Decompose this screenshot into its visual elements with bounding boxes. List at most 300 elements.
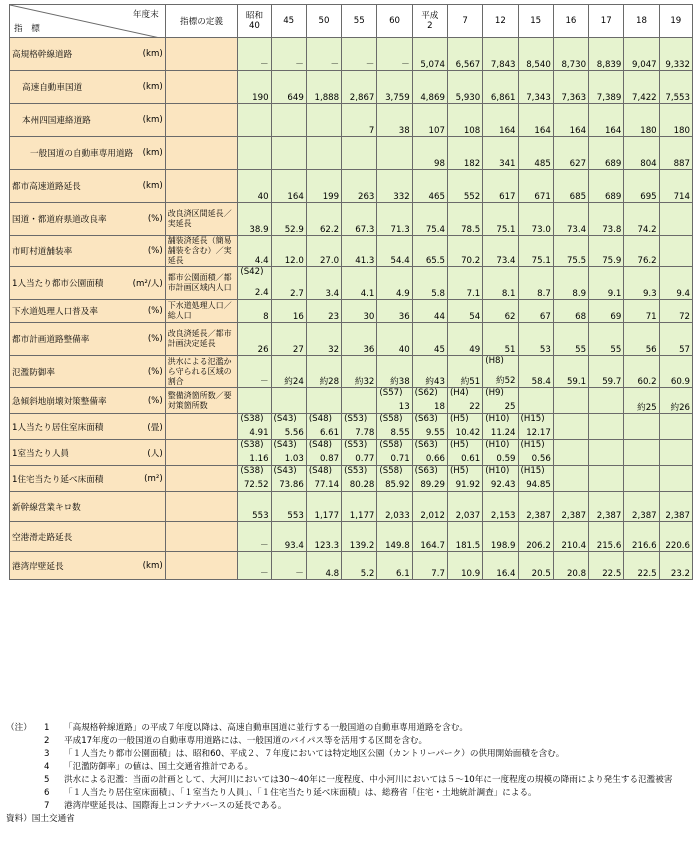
- definition-cell: [165, 104, 238, 137]
- definition-cell: 改良済区間延長／実延長: [165, 203, 238, 236]
- value-cell: 20.8: [553, 552, 588, 580]
- indicator-cell: [10, 267, 166, 300]
- value-cell: 41.3: [342, 236, 377, 267]
- value-cell: 62: [483, 300, 518, 323]
- definition-cell: [165, 552, 238, 580]
- definition-cell: 改良済延長／都市計画決定延長: [165, 323, 238, 356]
- definition-cell: [165, 38, 238, 71]
- value-cell: [238, 388, 271, 414]
- value-cell: 36: [342, 323, 377, 356]
- value-cell: (H9) 25: [483, 388, 518, 414]
- value-cell: 7: [342, 104, 377, 137]
- indicator-name: 都市計画道路整備率: [12, 335, 90, 345]
- year-header: 60: [377, 5, 412, 38]
- value-cell: 4,869: [412, 71, 447, 104]
- value-cell: (H15) 0.56: [518, 440, 553, 466]
- indicator-unit: (km): [142, 560, 163, 571]
- value-cell: 72: [659, 300, 692, 323]
- year-header: 平成 2: [412, 5, 447, 38]
- value-cell: 57: [659, 323, 692, 356]
- value-cell: (S53) 7.78: [342, 414, 377, 440]
- value-cell: 107: [412, 104, 447, 137]
- value-cell: 1,177: [342, 492, 377, 522]
- value-cell: 182: [447, 137, 482, 170]
- value-cell: 98: [412, 137, 447, 170]
- indicator-cell: [10, 388, 166, 414]
- value-cell: (H5) 0.61: [447, 440, 482, 466]
- indicator-cell: [10, 522, 166, 552]
- table-row: [10, 71, 693, 104]
- value-cell: [271, 388, 306, 414]
- value-cell: (S48) 0.87: [306, 440, 341, 466]
- value-cell: 40: [238, 170, 271, 203]
- value-cell: 70.2: [447, 236, 482, 267]
- value-cell: 649: [271, 71, 306, 104]
- value-cell: (S43) 73.86: [271, 466, 306, 492]
- indicator-name: 空港滑走路延長: [12, 532, 73, 543]
- value-cell: (S62) 18: [412, 388, 447, 414]
- value-cell: 465: [412, 170, 447, 203]
- value-cell: [553, 414, 588, 440]
- indicator-name: 港湾岸壁延長: [12, 561, 64, 572]
- value-cell: 3.4: [306, 267, 341, 300]
- value-cell: 22.5: [624, 552, 659, 580]
- indicator-unit: (%): [147, 334, 163, 344]
- indicator-unit: (km): [142, 148, 163, 158]
- value-cell: 164: [271, 170, 306, 203]
- value-cell: 約28: [306, 356, 341, 388]
- indicator-unit: (人): [147, 448, 163, 459]
- value-cell: 9,332: [659, 38, 692, 71]
- value-cell: [589, 440, 624, 466]
- value-cell: (S53) 0.77: [342, 440, 377, 466]
- value-cell: 9.3: [624, 267, 659, 300]
- table-row: [10, 492, 693, 522]
- value-cell: [659, 414, 692, 440]
- value-cell: 55: [553, 323, 588, 356]
- value-cell: [659, 203, 692, 236]
- value-cell: 139.2: [342, 522, 377, 552]
- value-cell: 180: [624, 104, 659, 137]
- indicator-name: 氾濫防御率: [12, 367, 55, 378]
- value-cell: 55: [589, 323, 624, 356]
- value-cell: 164: [483, 104, 518, 137]
- value-cell: 7.1: [447, 267, 482, 300]
- value-cell: 16.4: [483, 552, 518, 580]
- indicator-name: 高規格幹線道路: [12, 50, 73, 60]
- value-cell: 36: [377, 300, 412, 323]
- definition-cell: [165, 137, 238, 170]
- value-cell: 4.4: [238, 236, 271, 267]
- table-row: [10, 466, 693, 492]
- indicator-name: 都市高速道路延長: [12, 182, 81, 192]
- value-cell: 198.9: [483, 522, 518, 552]
- value-cell: 約32: [342, 356, 377, 388]
- indicator-cell: [10, 170, 166, 203]
- indicator-unit: (%): [147, 246, 163, 256]
- value-cell: 75.9: [589, 236, 624, 267]
- value-cell: (S53) 80.28: [342, 466, 377, 492]
- value-cell: 71.3: [377, 203, 412, 236]
- table-body: [10, 38, 693, 580]
- value-cell: [553, 466, 588, 492]
- value-cell: －: [377, 38, 412, 71]
- indicator-unit: (%): [147, 395, 163, 406]
- value-cell: (S38) 4.91: [238, 414, 271, 440]
- value-cell: (H10) 92.43: [483, 466, 518, 492]
- value-cell: 7,843: [483, 38, 518, 71]
- value-cell: 69: [589, 300, 624, 323]
- value-cell: (S38) 1.16: [238, 440, 271, 466]
- indicator-name: 新幹線営業キロ数: [12, 502, 81, 513]
- value-cell: 2,037: [447, 492, 482, 522]
- value-cell: 約25: [624, 388, 659, 414]
- value-cell: 20.5: [518, 552, 553, 580]
- value-cell: 27: [271, 323, 306, 356]
- value-cell: 2.7: [271, 267, 306, 300]
- value-cell: 9.1: [589, 267, 624, 300]
- indicator-name: 1住宅当たり延べ床面積: [12, 474, 104, 485]
- definition-cell: [165, 71, 238, 104]
- table-row: [10, 323, 693, 356]
- year-header: 7: [447, 5, 482, 38]
- value-cell: [306, 388, 341, 414]
- value-cell: 804: [624, 137, 659, 170]
- indicator-name: 1室当たり人員: [12, 448, 70, 459]
- value-cell: (S38) 72.52: [238, 466, 271, 492]
- value-cell: 2,387: [589, 492, 624, 522]
- value-cell: 5,930: [447, 71, 482, 104]
- indicator-unit: (畳): [147, 422, 163, 433]
- value-cell: (S48) 6.61: [306, 414, 341, 440]
- value-cell: 54.4: [377, 236, 412, 267]
- value-cell: 7,363: [553, 71, 588, 104]
- value-cell: [271, 137, 306, 170]
- table-row: [10, 104, 693, 137]
- value-cell: 73.4: [483, 236, 518, 267]
- definition-cell: [165, 414, 238, 440]
- year-header: 50: [306, 5, 341, 38]
- table-row: [10, 236, 693, 267]
- value-cell: [589, 414, 624, 440]
- value-cell: 12.0: [271, 236, 306, 267]
- value-cell: 3,759: [377, 71, 412, 104]
- table-row: [10, 267, 693, 300]
- value-cell: (S63) 9.55: [412, 414, 447, 440]
- value-cell: 4.1: [342, 267, 377, 300]
- table-row: [10, 414, 693, 440]
- value-cell: (S57) 13: [377, 388, 412, 414]
- year-header: 55: [342, 5, 377, 38]
- value-cell: (H5) 10.42: [447, 414, 482, 440]
- value-cell: 8.9: [553, 267, 588, 300]
- value-cell: 59.7: [589, 356, 624, 388]
- value-cell: 1,888: [306, 71, 341, 104]
- value-cell: 65.5: [412, 236, 447, 267]
- definition-cell: [165, 466, 238, 492]
- indicator-cell: [10, 356, 166, 388]
- year-header: 15: [518, 5, 553, 38]
- value-cell: (H10) 0.59: [483, 440, 518, 466]
- value-cell: [342, 137, 377, 170]
- value-cell: 38: [377, 104, 412, 137]
- value-cell: [553, 388, 588, 414]
- value-cell: 73.8: [589, 203, 624, 236]
- indicator-cell: [10, 323, 166, 356]
- value-cell: 689: [589, 137, 624, 170]
- value-cell: －: [306, 38, 341, 71]
- value-cell: [589, 388, 624, 414]
- value-cell: 485: [518, 137, 553, 170]
- value-cell: 5.2: [342, 552, 377, 580]
- value-cell: 341: [483, 137, 518, 170]
- value-cell: 73.0: [518, 203, 553, 236]
- indicator-cell: [10, 203, 166, 236]
- value-cell: －: [238, 552, 271, 580]
- year-header: 45: [271, 5, 306, 38]
- value-cell: (S42) 2.4: [238, 267, 271, 300]
- statistics-table: [9, 4, 693, 580]
- value-cell: 6,567: [447, 38, 482, 71]
- value-cell: －: [271, 552, 306, 580]
- value-cell: 685: [553, 170, 588, 203]
- value-cell: 62.2: [306, 203, 341, 236]
- indicator-unit: (km): [142, 49, 163, 59]
- value-cell: 216.6: [624, 522, 659, 552]
- value-cell: 108: [447, 104, 482, 137]
- value-cell: [377, 137, 412, 170]
- value-cell: (S58) 0.71: [377, 440, 412, 466]
- value-cell: 8,730: [553, 38, 588, 71]
- value-cell: 1,177: [306, 492, 341, 522]
- value-cell: 164: [589, 104, 624, 137]
- header-indicator-cell: [10, 5, 166, 38]
- value-cell: 73.4: [553, 203, 588, 236]
- value-cell: [659, 466, 692, 492]
- year-header: 18: [624, 5, 659, 38]
- value-cell: 75.4: [412, 203, 447, 236]
- value-cell: 16: [271, 300, 306, 323]
- value-cell: 60.2: [624, 356, 659, 388]
- indicator-label: 指 標: [14, 24, 40, 34]
- value-cell: 695: [624, 170, 659, 203]
- value-cell: 220.6: [659, 522, 692, 552]
- value-cell: 2,033: [377, 492, 412, 522]
- year-header: 16: [553, 5, 588, 38]
- value-cell: 123.3: [306, 522, 341, 552]
- indicator-cell: [10, 236, 166, 267]
- value-cell: 23.2: [659, 552, 692, 580]
- year-header: 19: [659, 5, 692, 38]
- value-cell: 40: [377, 323, 412, 356]
- value-cell: 552: [447, 170, 482, 203]
- indicator-cell: [10, 71, 166, 104]
- indicator-cell: [10, 466, 166, 492]
- value-cell: 2,387: [624, 492, 659, 522]
- definition-cell: 下水道処理人口／総人口: [165, 300, 238, 323]
- value-cell: 627: [553, 137, 588, 170]
- indicator-name: 1人当たり居住室床面積: [12, 422, 104, 433]
- value-cell: 6.1: [377, 552, 412, 580]
- source-line: 資料）国土交通省: [6, 814, 75, 824]
- value-cell: [238, 137, 271, 170]
- note-item: 6 「１人当たり居住室床面積」、「１室当たり人員」、「１住宅当たり延べ床面積」は、総務省「住宅・土地統計調査」による。: [44, 788, 537, 798]
- indicator-cell: [10, 300, 166, 323]
- value-cell: 9,047: [624, 38, 659, 71]
- value-cell: 10.9: [447, 552, 482, 580]
- value-cell: 887: [659, 137, 692, 170]
- value-cell: 689: [589, 170, 624, 203]
- value-cell: [342, 388, 377, 414]
- value-cell: 263: [342, 170, 377, 203]
- value-cell: [306, 104, 341, 137]
- value-cell: 2,012: [412, 492, 447, 522]
- value-cell: 53: [518, 323, 553, 356]
- value-cell: (S63) 89.29: [412, 466, 447, 492]
- value-cell: [659, 236, 692, 267]
- indicator-name: 1人当たり都市公園面積: [12, 279, 104, 289]
- value-cell: 8: [238, 300, 271, 323]
- value-cell: (S58) 85.92: [377, 466, 412, 492]
- value-cell: 617: [483, 170, 518, 203]
- year-header: 17: [589, 5, 624, 38]
- indicator-cell: [10, 137, 166, 170]
- definition-cell: 都市公園面積／都市計画区域内人口: [165, 267, 238, 300]
- value-cell: 180: [659, 104, 692, 137]
- value-cell: [518, 388, 553, 414]
- value-cell: 9.4: [659, 267, 692, 300]
- value-cell: 164: [553, 104, 588, 137]
- definition-cell: 洪水による氾濫から守られる区域の割合: [165, 356, 238, 388]
- table-row: [10, 137, 693, 170]
- value-cell: 215.6: [589, 522, 624, 552]
- value-cell: －: [271, 38, 306, 71]
- indicator-name: 市町村道舗装率: [12, 247, 73, 257]
- value-cell: 78.5: [447, 203, 482, 236]
- value-cell: [271, 104, 306, 137]
- indicator-name: 急傾斜地崩壊対策整備率: [12, 396, 107, 407]
- value-cell: 714: [659, 170, 692, 203]
- definition-cell: [165, 492, 238, 522]
- definition-cell: [165, 522, 238, 552]
- value-cell: 59.1: [553, 356, 588, 388]
- value-cell: 671: [518, 170, 553, 203]
- value-cell: 2,153: [483, 492, 518, 522]
- indicator-cell: [10, 492, 166, 522]
- value-cell: [553, 440, 588, 466]
- indicator-unit: (km): [142, 181, 163, 191]
- value-cell: －: [342, 38, 377, 71]
- note-item: 7 港湾岸壁延長は、国際海上コンテナバースの延長である。: [44, 801, 287, 811]
- indicator-cell: [10, 38, 166, 71]
- header-row: [10, 5, 693, 38]
- value-cell: 75.5: [553, 236, 588, 267]
- indicator-unit: (m²/人): [132, 279, 163, 289]
- indicator-name: 国道・都道府県道改良率: [12, 215, 107, 225]
- value-cell: 7,422: [624, 71, 659, 104]
- value-cell: 206.2: [518, 522, 553, 552]
- note-item: 3 「１人当たり都市公園面積」は、昭和60、平成２、７年度においては特定地区公園（カントリーパーク）の供用開始面積を含む。: [44, 749, 565, 759]
- indicator-name: 本州四国連絡道路: [22, 116, 91, 126]
- indicator-unit: (m²): [144, 473, 163, 484]
- indicator-unit: (%): [147, 214, 163, 224]
- value-cell: 約51: [447, 356, 482, 388]
- value-cell: －: [238, 522, 271, 552]
- value-cell: 8,839: [589, 38, 624, 71]
- definition-header: 指標の定義: [165, 5, 238, 38]
- value-cell: 553: [271, 492, 306, 522]
- value-cell: (H8) 約52: [483, 356, 518, 388]
- value-cell: 38.9: [238, 203, 271, 236]
- notes: [6, 722, 696, 826]
- value-cell: 58.4: [518, 356, 553, 388]
- indicator-name: 下水道処理人口普及率: [12, 307, 98, 317]
- value-cell: 30: [342, 300, 377, 323]
- value-cell: 22.5: [589, 552, 624, 580]
- note-item: （注） 1 「高規格幹線道路」の平成７年度以降は、高速自動車国道に並行する一般国道の自動車専用道路を含む。: [6, 723, 468, 733]
- value-cell: 67.3: [342, 203, 377, 236]
- table-row: [10, 356, 693, 388]
- value-cell: 7,389: [589, 71, 624, 104]
- value-cell: 27.0: [306, 236, 341, 267]
- indicator-cell: [10, 552, 166, 580]
- value-cell: 52.9: [271, 203, 306, 236]
- value-cell: 93.4: [271, 522, 306, 552]
- value-cell: 4.8: [306, 552, 341, 580]
- definition-cell: 整備済箇所数／要対策箇所数: [165, 388, 238, 414]
- value-cell: 23: [306, 300, 341, 323]
- value-cell: 約26: [659, 388, 692, 414]
- indicator-unit: (km): [142, 82, 163, 92]
- year-header: 昭和 40: [238, 5, 271, 38]
- indicator-name: 高速自動車国道: [22, 83, 83, 93]
- value-cell: 56: [624, 323, 659, 356]
- value-cell: [659, 440, 692, 466]
- value-cell: 49: [447, 323, 482, 356]
- value-cell: 45: [412, 323, 447, 356]
- value-cell: [238, 104, 271, 137]
- table-row: [10, 300, 693, 323]
- value-cell: 210.4: [553, 522, 588, 552]
- value-cell: 74.2: [624, 203, 659, 236]
- value-cell: 8.1: [483, 267, 518, 300]
- value-cell: 75.1: [483, 203, 518, 236]
- value-cell: 5.8: [412, 267, 447, 300]
- value-cell: 149.8: [377, 522, 412, 552]
- value-cell: [589, 466, 624, 492]
- indicator-unit: (%): [147, 366, 163, 377]
- note-list: [6, 722, 696, 813]
- value-cell: (S43) 1.03: [271, 440, 306, 466]
- value-cell: 76.2: [624, 236, 659, 267]
- indicator-unit: (%): [147, 306, 163, 316]
- note-item: 2 平成17年度の一般国道の自動車専用道路には、一般国道のバイパス等を活用する区間を含む。: [44, 736, 428, 746]
- value-cell: 51: [483, 323, 518, 356]
- value-cell: [624, 414, 659, 440]
- value-cell: 332: [377, 170, 412, 203]
- year-label: 年度末: [132, 10, 159, 20]
- value-cell: 71: [624, 300, 659, 323]
- value-cell: －: [238, 38, 271, 71]
- table-row: [10, 440, 693, 466]
- value-cell: 7,553: [659, 71, 692, 104]
- value-cell: (H5) 91.92: [447, 466, 482, 492]
- value-cell: 約38: [377, 356, 412, 388]
- value-cell: [624, 466, 659, 492]
- indicator-name: 一般国道の自動車専用道路: [30, 149, 134, 159]
- value-cell: 67: [518, 300, 553, 323]
- value-cell: (S63) 0.66: [412, 440, 447, 466]
